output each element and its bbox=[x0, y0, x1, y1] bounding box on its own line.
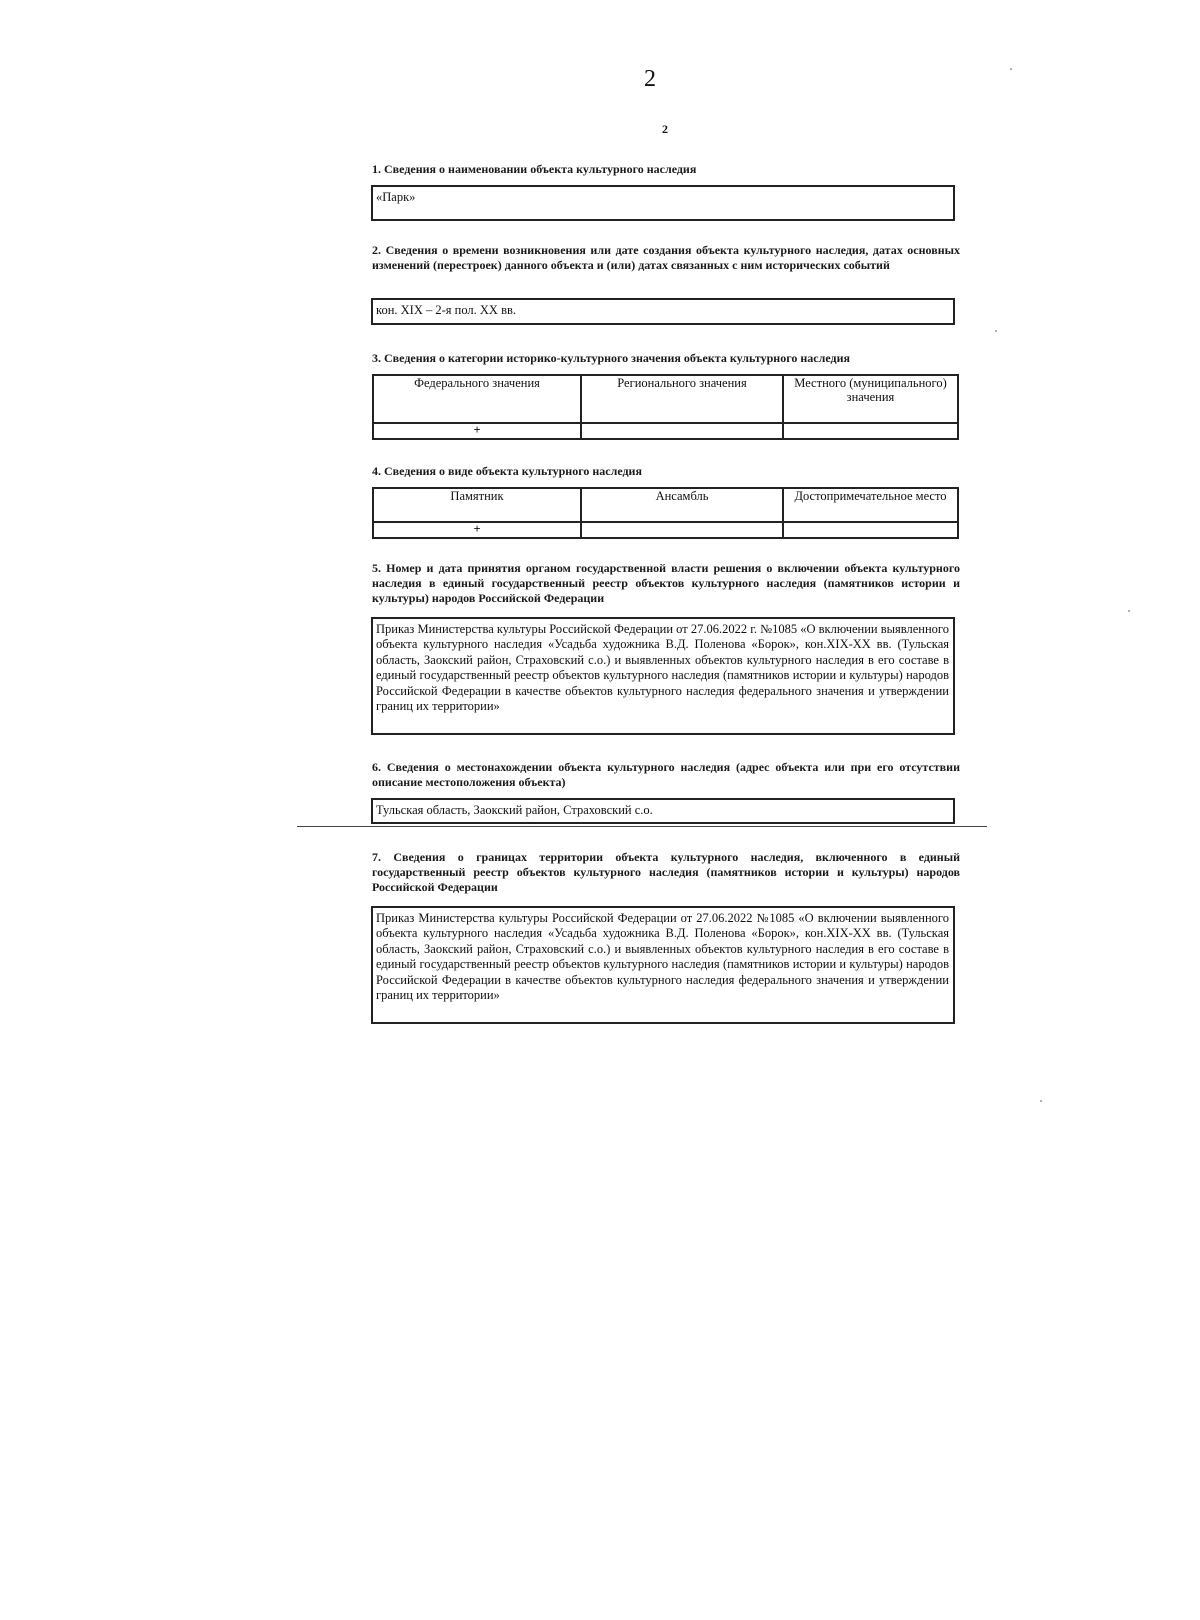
page-number: 2 bbox=[644, 66, 656, 92]
scan-speck bbox=[1128, 610, 1130, 612]
section-1-title: 1. Сведения о наименовании объекта культурного наследия bbox=[372, 162, 697, 176]
object-type-table bbox=[372, 487, 959, 539]
type-monument-header: Памятник bbox=[373, 488, 581, 522]
section-7-title: 7. Сведения о границах территории объекта культурного наследия, включенного в единый государственный реестр объектов культурного наследия (памятников истории и культуры) народов Российской Федерации bbox=[372, 850, 960, 894]
type-landmark-header: Достопримечательное место bbox=[783, 488, 958, 522]
table-mark-row bbox=[373, 423, 958, 439]
sheet-number: 2 bbox=[662, 122, 668, 136]
section-5-value-box: Приказ Министерства культуры Российской Федерации от 27.06.2022 г. №1085 «О включении выявленного объекта культурного наследия «Усадьба художника В.Д. Поленова «Борок», кон.XIX-XX вв. (Тульская область, Заокский район, Страховский с.о.) и выявленных объектов культурного наследия в его составе в единый государственный реестр объектов культурного наследия (памятников истории и культуры) народов Российской Федерации в качестве объектов культурного наследия федерального значения и утверждении границ их территории» bbox=[371, 617, 955, 735]
category-regional-header: Регионального значения bbox=[581, 375, 783, 423]
category-local-header: Местного (муниципального) значения bbox=[783, 375, 958, 423]
significance-category-table bbox=[372, 374, 959, 440]
section-2-value-box: кон. XIX – 2-я пол. XX вв. bbox=[371, 298, 955, 325]
type-ensemble-header: Ансамбль bbox=[581, 488, 783, 522]
category-federal-mark: + bbox=[373, 423, 581, 439]
section-6-value-box: Тульская область, Заокский район, Страховский с.о. bbox=[371, 798, 955, 824]
table-header-row bbox=[373, 488, 958, 522]
section-3-title: 3. Сведения о категории историко-культурного значения объекта культурного наследия bbox=[372, 351, 850, 365]
section-2-title: 2. Сведения о времени возникновения или дате создания объекта культурного наследия, датах основных изменений (перестроек) данного объекта и (или) датах связанных с ним исторических событий bbox=[372, 243, 960, 272]
section-5-title: 5. Номер и дата принятия органом государственной власти решения о включении объекта культурного наследия в единый государственный реестр объектов культурного наследия (памятников истории и культуры) народов Российской Федерации bbox=[372, 561, 960, 605]
scan-speck bbox=[995, 330, 997, 332]
table-header-row bbox=[373, 375, 958, 423]
type-ensemble-mark bbox=[581, 522, 783, 538]
section-4-title: 4. Сведения о виде объекта культурного наследия bbox=[372, 464, 642, 478]
scan-speck bbox=[1040, 1100, 1042, 1102]
category-regional-mark bbox=[581, 423, 783, 439]
scan-speck bbox=[1010, 68, 1012, 70]
section-7-value-box: Приказ Министерства культуры Российской Федерации от 27.06.2022 №1085 «О включении выявленного объекта культурного наследия «Усадьба художника В.Д. Поленова «Борок», кон.XIX-XX вв. (Тульская область, Заокский район, Страховский с.о.) и выявленных объектов культурного наследия в его составе в единый государственный реестр объектов культурного наследия (памятников истории и культуры) народов Российской Федерации в качестве объектов культурного наследия федерального значения и утверждении границ их территории» bbox=[371, 906, 955, 1024]
table-mark-row bbox=[373, 522, 958, 538]
scan-artifact-line bbox=[297, 826, 987, 827]
category-federal-header: Федерального значения bbox=[373, 375, 581, 423]
type-monument-mark: + bbox=[373, 522, 581, 538]
category-local-mark bbox=[783, 423, 958, 439]
section-6-title: 6. Сведения о местонахождении объекта культурного наследия (адрес объекта или при его отсутствии описание местоположения объекта) bbox=[372, 760, 960, 789]
section-1-value-box: «Парк» bbox=[371, 185, 955, 221]
type-landmark-mark bbox=[783, 522, 958, 538]
